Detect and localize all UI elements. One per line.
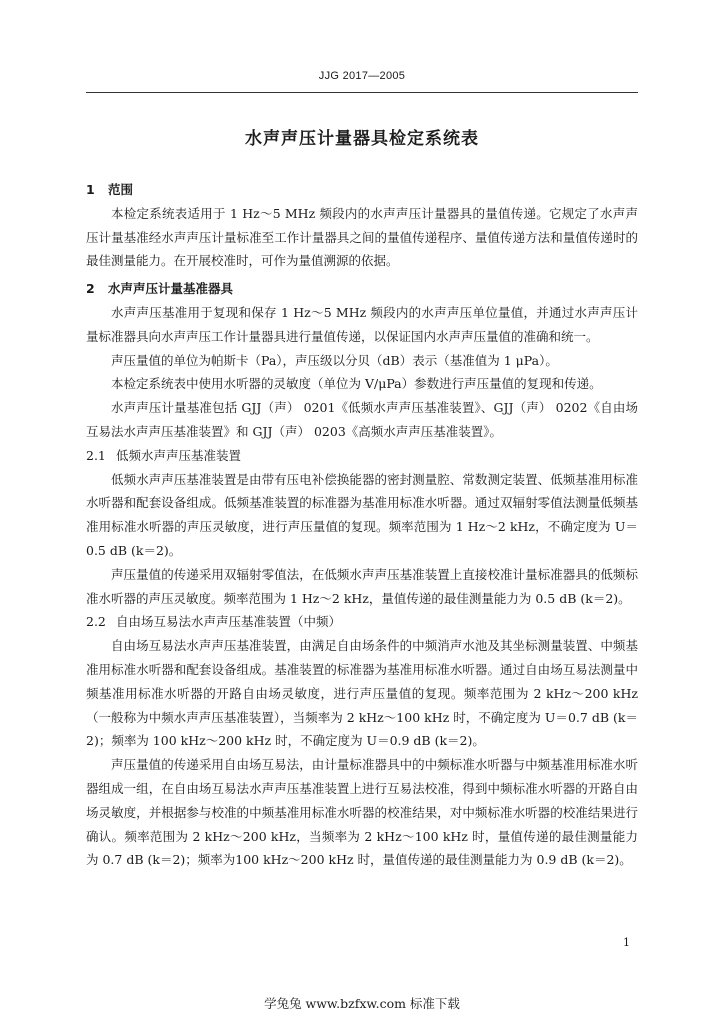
paragraph: 水声声压基准用于复现和保存 1 Hz～5 MHz 频段内的水声声压单位量值，并通过水声声压计量标准器具向水声声压工作计量器具进行量值传递，以保证国内水声声压量值的准确和统一。 xyxy=(86,304,638,344)
section-number: 2.2 xyxy=(86,614,106,630)
document-body xyxy=(86,178,638,872)
paragraph: 水声声压计量基准包括 GJJ（声） 0201《低频水声声压基准装置》、GJJ（声） 0202《自由场互易法水声声压基准装置》和 GJJ（声） 0203《高频水声声压基准装置》。 xyxy=(86,400,638,439)
paragraph: 声压量值的单位为帕斯卡（Pa），声压级以分贝（dB）表示（基准值为 1 μPa）。 xyxy=(111,352,558,368)
paragraph: 声压量值的传递采用自由场互易法，由计量标准器具中的中频标准水听器与中频基准用标准水听器组成一组，在自由场互易法水声声压基准装置上进行互易法校准，得到中频标准水听器的开路自由场灵敏度，并根据参与校准的中频基准用标准水听器的校准结果，对中频标准水听器的校准结果进行确认。频率范围为 2 kHz～200 kHz，当频率为 2 kHz～100 kHz 时，量值传递的最佳测量能力为 0.7 dB (k＝2)；频率为100 kHz～200 kHz 时，量值传递的最佳测量能力为 0.9 dB (k＝2)。 xyxy=(86,757,638,868)
section-number: 2.1 xyxy=(86,447,106,463)
paragraph: 低频水声声压基准装置是由带有压电补偿换能器的密封测量腔、常数测定装置、低频基准用标准水听器和配套设备组成。低频基准装置的标准器为基准用标准水听器。通过双辐射零值法测量低频基准用标准水听器的声压灵敏度，进行声压量值的复现。频率范围为 1 Hz～2 kHz，不确定度为 U＝0.5 dB (k＝2)。 xyxy=(86,471,638,558)
paragraph: 本检定系统表中使用水听器的灵敏度（单位为 V/μPa）参数进行声压量值的复现和传递。 xyxy=(111,376,602,392)
paragraph: 本检定系统表适用于 1 Hz～5 MHz 频段内的水声声压计量器具的量值传递。它规定了水声声压计量基准经水声声压计量标准至工作计量器具之间的量值传递程序、量值传递方法和量值传递时的最佳测量能力。在开展校准时，可作为量值溯源的依据。 xyxy=(86,205,638,269)
section-2-2-heading xyxy=(86,610,638,634)
watermark-footer: 学兔兔 www.bzfxw.com 标准下载 xyxy=(264,996,460,1011)
running-header: JJG 2017—2005 xyxy=(318,70,406,82)
section-number: 2 xyxy=(86,281,95,297)
section-title: 水声声压计量基准器具 xyxy=(108,281,234,297)
section-title: 范围 xyxy=(108,182,134,197)
paragraph: 自由场互易法水声声压基准装置，由满足自由场条件的中频消声水池及其坐标测量装置、中频基准用标准水听器和配套设备组成。基准装置的标准器为基准用标准水听器。通过自由场互易法测量中频基准用标准水听器的开路自由场灵敏度，进行声压量值的复现。频率范围为 2 kHz～200 kHz（一般称为中频水声声压基准装置），当频率为 2 kHz～100 kHz 时，不确定度为 U＝0.7 dB (k＝2)；频率为 100 kHz～200 kHz 时，不确定度为 U＝0.9 dB (k＝2)。 xyxy=(86,638,638,749)
paragraph: 声压量值的传递采用双辐射零值法，在低频水声声压基准装置上直接校准计量标准器具的低频标准水听器的声压灵敏度。频率范围为 1 Hz～2 kHz，量值传递的最佳测量能力为 0.5 dB (k＝2)。 xyxy=(86,566,638,606)
page-title: 水声声压计量器具检定系统表 xyxy=(245,129,479,149)
header-rule xyxy=(86,92,638,93)
page-number: 1 xyxy=(623,936,630,949)
section-2-1-heading xyxy=(86,444,638,468)
section-title: 自由场互易法水声声压基准装置（中频） xyxy=(116,614,342,630)
section-number: 1 xyxy=(86,182,95,197)
section-2-heading xyxy=(86,277,638,301)
section-1-heading xyxy=(86,178,638,202)
section-title: 低频水声声压基准装置 xyxy=(116,447,242,463)
